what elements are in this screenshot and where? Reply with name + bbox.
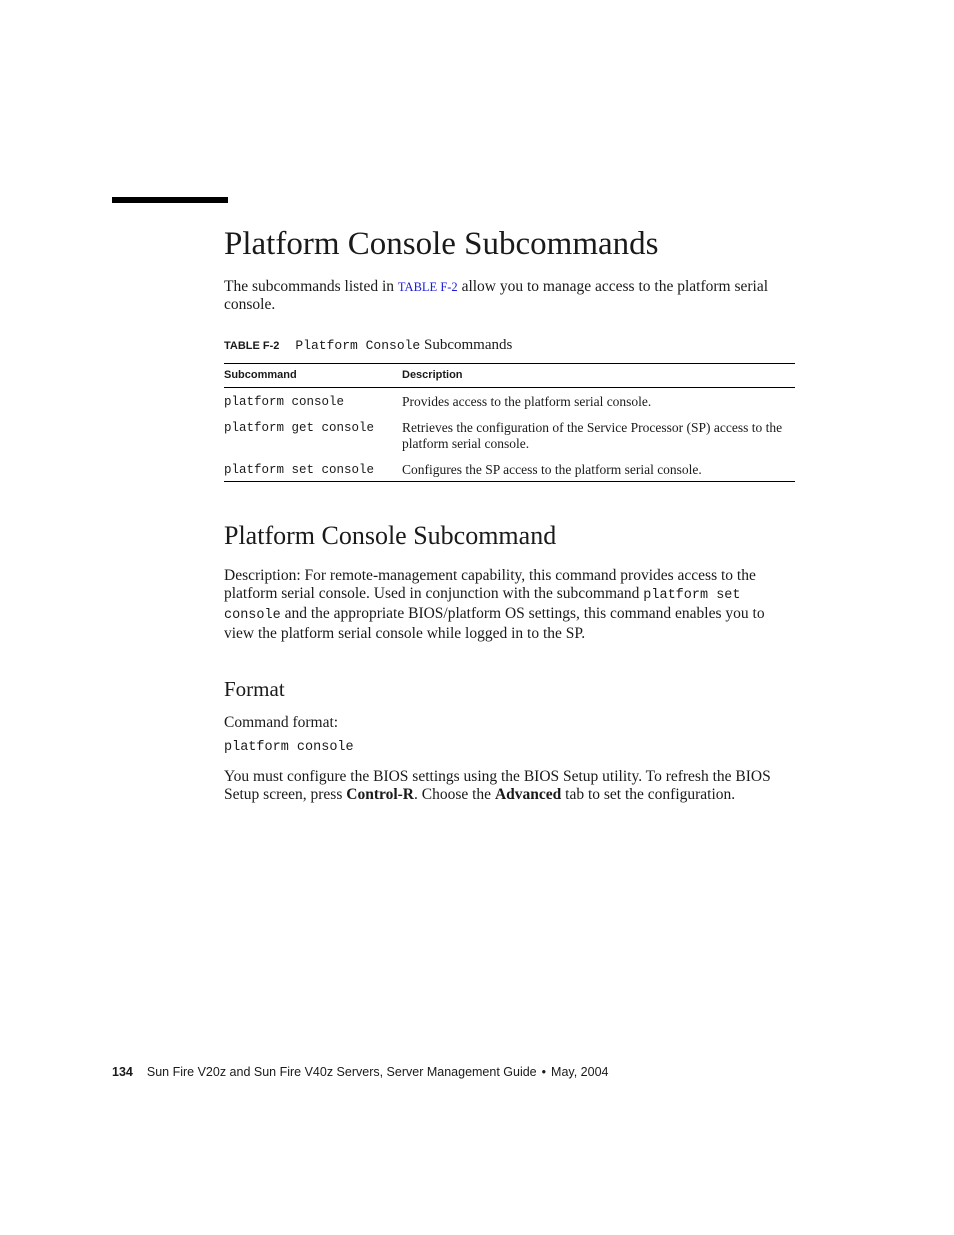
row-description: Configures the SP access to the platform serial console. <box>402 452 795 482</box>
description-paragraph <box>224 567 796 643</box>
header-description: Description <box>402 364 795 388</box>
header-subcommand: Subcommand <box>224 364 402 388</box>
book-title: Sun Fire V20z and Sun Fire V40z Servers, Server Management Guide <box>146 1065 537 1079</box>
key-combo: Control-R <box>346 786 414 803</box>
row-command: platform get console <box>224 421 375 435</box>
footer-bullet: • <box>541 1065 547 1079</box>
table-caption-text: Subcommands <box>420 337 513 353</box>
inline-command: platform set console <box>224 588 741 623</box>
format-heading: Format <box>224 677 285 701</box>
command-format-code: platform console <box>224 740 354 755</box>
command-format-label: Command format: <box>224 714 339 731</box>
row-command: platform console <box>224 395 345 409</box>
table-header-row <box>224 364 795 388</box>
intro-text-end: allow you to manage access to the platform serial console. <box>224 278 769 313</box>
table-row <box>224 452 795 482</box>
page-title: Platform Console Subcommands <box>224 226 659 262</box>
bios-note-paragraph <box>224 768 796 804</box>
bios-note-start: You must configure the BIOS settings using the BIOS Setup utility. To refresh the BIOS Setup screen, press <box>224 768 771 803</box>
page-footer <box>112 1064 608 1080</box>
description-text-start: Description: For remote-management capability, this command provides access to the platform serial console. Used in conjunction with the subcommand <box>224 567 756 602</box>
row-description: Retrieves the configuration of the Service Processor (SP) access to the platform serial console. <box>402 420 783 451</box>
bios-note-end: tab to set the configuration. <box>561 786 736 803</box>
page-number: 134 <box>112 1065 133 1079</box>
bios-note-middle: . Choose the <box>414 786 495 803</box>
table-row <box>224 388 795 411</box>
row-description: Provides access to the platform serial console. <box>402 394 652 409</box>
description-text-end: and the appropriate BIOS/platform OS settings, this command enables you to view the platform serial console while logged in to the SP. <box>224 605 765 642</box>
table-caption-code: Platform Console <box>295 338 421 353</box>
table-row <box>224 410 795 452</box>
subcommands-table <box>224 363 795 482</box>
section-heading: Platform Console Subcommand <box>224 521 557 550</box>
table-label: TABLE F-2 <box>224 340 280 352</box>
chapter-rule <box>112 197 228 203</box>
table-crossref-link[interactable]: TABLE F-2 <box>397 280 458 294</box>
footer-date: May, 2004 <box>551 1065 609 1079</box>
table-caption <box>224 336 512 355</box>
row-command: platform set console <box>224 452 402 482</box>
intro-text-start: The subcommands listed in <box>224 278 398 295</box>
intro-paragraph <box>224 278 796 314</box>
advanced-tab-name: Advanced <box>494 786 562 803</box>
